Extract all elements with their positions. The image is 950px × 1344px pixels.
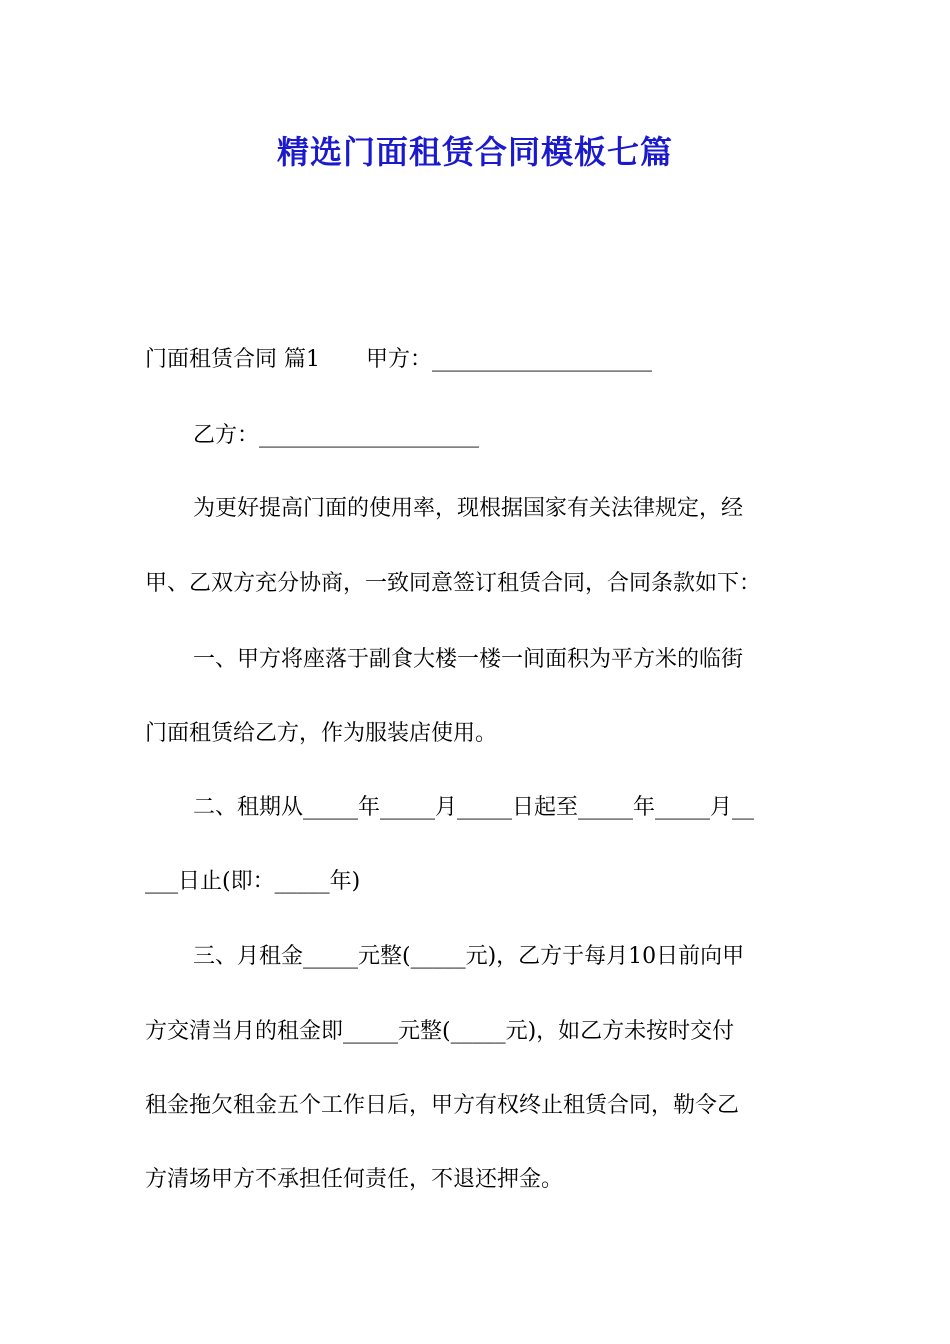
clause-line: 一、甲方将座落于副食大楼一楼一间面积为平方米的临街	[193, 647, 744, 672]
contract-heading: 门面租赁合同 篇1	[145, 347, 320, 372]
clause-line: 租金拖欠租金五个工作日后，甲方有权终止租赁合同，勒令乙	[145, 1093, 740, 1118]
clause-line: 方交清当月的租金即_____元整(_____元)，如乙方未按时交付	[145, 1019, 735, 1044]
party-b-field: 乙方：____________________	[193, 423, 480, 448]
paragraph-line: 甲、乙双方充分协商，一致同意签订租赁合同，合同条款如下：	[145, 571, 762, 596]
contract-heading-line	[145, 342, 815, 378]
clause-line: ___日止(即：_____年)	[145, 869, 361, 894]
document-title: 精选门面租赁合同模板七篇	[276, 133, 673, 171]
paragraph-line: 为更好提高门面的使用率，现根据国家有关法律规定，经	[193, 496, 744, 521]
clause-line: 方清场甲方不承担任何责任，不退还押金。	[145, 1167, 564, 1192]
clause-line: 三、月租金_____元整(_____元)，乙方于每月10日前向甲	[193, 944, 745, 969]
clause-line: 门面租赁给乙方，作为服装店使用。	[145, 721, 498, 746]
party-a-field: 甲方：____________________	[366, 347, 653, 372]
clause-line: 二、租期从_____年_____月_____日起至_____年_____月__	[193, 795, 755, 820]
